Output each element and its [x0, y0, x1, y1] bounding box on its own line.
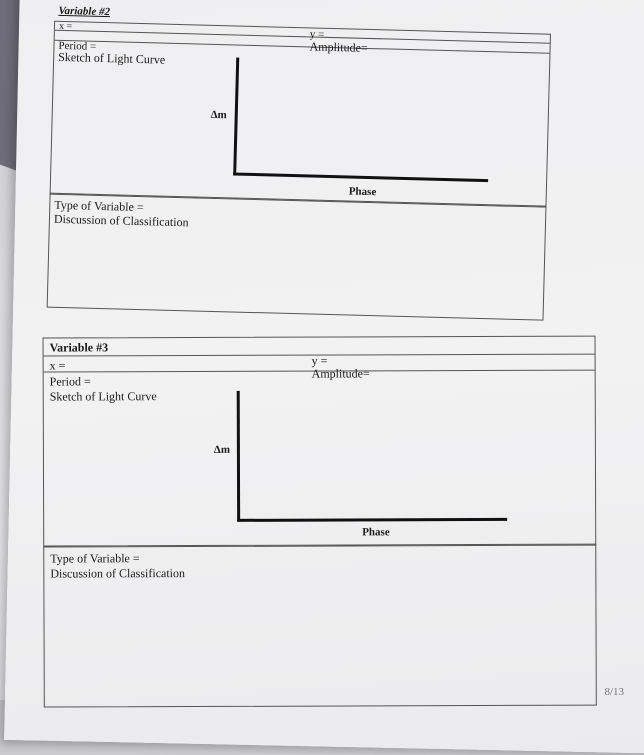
variable-3-period-label: Period = [49, 374, 91, 389]
variable-3-discussion-label: Discussion of Classification [50, 566, 186, 581]
variable-3-amplitude-label: Amplitude= [311, 366, 370, 381]
variable-2-amplitude-label: Amplitude= [309, 39, 368, 55]
variable-2-discussion-label: Discussion of Classification [53, 211, 189, 230]
worksheet-page [4, 0, 644, 754]
page-number: 8/13 [604, 686, 624, 698]
variable-3-x-axis-label: Phase [362, 526, 390, 539]
variable-3-x-label: x = [49, 358, 66, 373]
variable-2-discussion-box [47, 193, 547, 321]
variable-2-x-label: x = [58, 20, 73, 33]
variable-2-y-axis [233, 58, 239, 176]
variable-2-heading: Variable #2 [58, 4, 111, 19]
variable-3-type-label: Type of Variable = [50, 551, 140, 566]
variable-2-x-axis-label: Phase [348, 185, 377, 199]
variable-3-y-axis-label: Δm [213, 443, 230, 456]
variable-2-sketch-box [50, 21, 551, 208]
variable-2-sketch-label: Sketch of Light Curve [58, 49, 166, 67]
variable-3-heading: Variable #3 [49, 340, 109, 355]
variable-3-y-label: y = [311, 353, 328, 368]
variable-2-type-label: Type of Variable = [54, 197, 144, 215]
variable-3-sketch-box [43, 336, 597, 548]
variable-3-sketch-label: Sketch of Light Curve [49, 389, 157, 404]
variable-2-y-axis-label: Δm [210, 108, 227, 122]
variable-3-x-axis [237, 518, 507, 522]
variable-2-period-label: Period = [58, 39, 97, 53]
variable-2-y-label: y = [309, 28, 325, 41]
variable-3-y-axis [237, 391, 240, 521]
variable-3-discussion-box [43, 544, 597, 708]
variable-3-section [43, 336, 597, 693]
variable-2-section [48, 4, 551, 279]
variable-2-x-axis [233, 172, 488, 182]
